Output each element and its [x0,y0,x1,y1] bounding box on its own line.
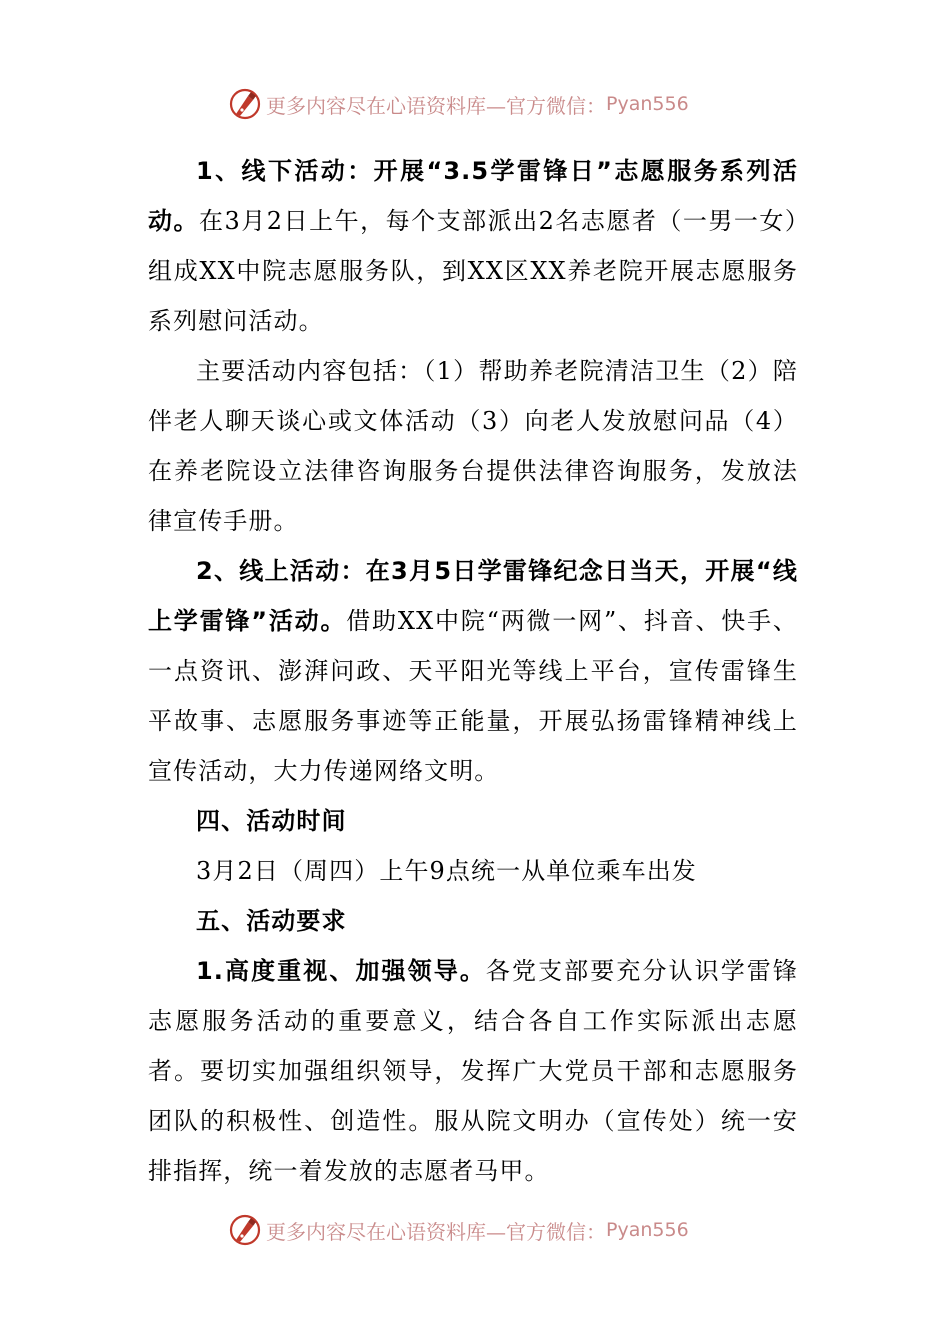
paragraph-text: 各党支部要充分认识学雷锋志愿服务活动的重要意义，结合各自工作实际派出志愿者。要切实加强组织领导，发挥广大党员干部和志愿服务团队的积极性、创造性。服从院文明办（宣传处）统一安排指挥，统一着发放的志愿者马甲。 [148,957,798,1185]
paragraph-heading: 2、线上活动：在3月5日学雷锋纪念日当天，开展“线上学雷锋”活动。 [148,557,798,635]
document-body [148,146,798,1196]
section-heading-activity-requirements [148,896,798,946]
section-title: 四、活动时间 [196,807,347,835]
paragraph-heading: 1、线下活动：开展“3.5学雷锋日”志愿服务系列活动。 [148,157,798,235]
section-heading-activity-time [148,796,798,846]
watermark-header [228,84,748,124]
watermark-text: 更多内容尽在心语资料库—官方微信： [266,93,606,118]
paragraph-text: 3月2日（周四）上午9点统一从单位乘车出发 [196,857,697,885]
watermark-text: 更多内容尽在心语资料库—官方微信： [266,1219,606,1244]
pen-nib-circle-icon [228,87,262,121]
watermark-wechat-id: Pyan556 [606,1219,689,1241]
paragraph-requirement-leadership [148,946,798,1196]
section-title: 五、活动要求 [196,907,347,935]
paragraph-activity-contents [148,346,798,546]
watermark-wechat-id: Pyan556 [606,93,689,115]
paragraph-heading: 1.高度重视、加强领导。 [196,957,486,985]
paragraph-text: 借助XX中院“两微一网”、抖音、快手、一点资讯、澎湃问政、天平阳光等线上平台，宣传雷锋生平故事、志愿服务事迹等正能量，开展弘扬雷锋精神线上宣传活动，大力传递网络文明。 [148,607,798,785]
pen-nib-circle-icon [228,1213,262,1247]
paragraph-online-activity [148,546,798,796]
paragraph-text: 主要活动内容包括：（1）帮助养老院清洁卫生（2）陪伴老人聊天谈心或文体活动（3）向老人发放慰问品（4）在养老院设立法律咨询服务台提供法律咨询服务，发放法律宣传手册。 [148,357,798,535]
paragraph-activity-time [148,846,798,896]
paragraph-offline-activity [148,146,798,346]
watermark-footer [228,1210,748,1250]
paragraph-text: 在3月2日上午，每个支部派出2名志愿者（一男一女）组成XX中院志愿服务队，到XX区XX养老院开展志愿服务系列慰问活动。 [148,207,799,335]
